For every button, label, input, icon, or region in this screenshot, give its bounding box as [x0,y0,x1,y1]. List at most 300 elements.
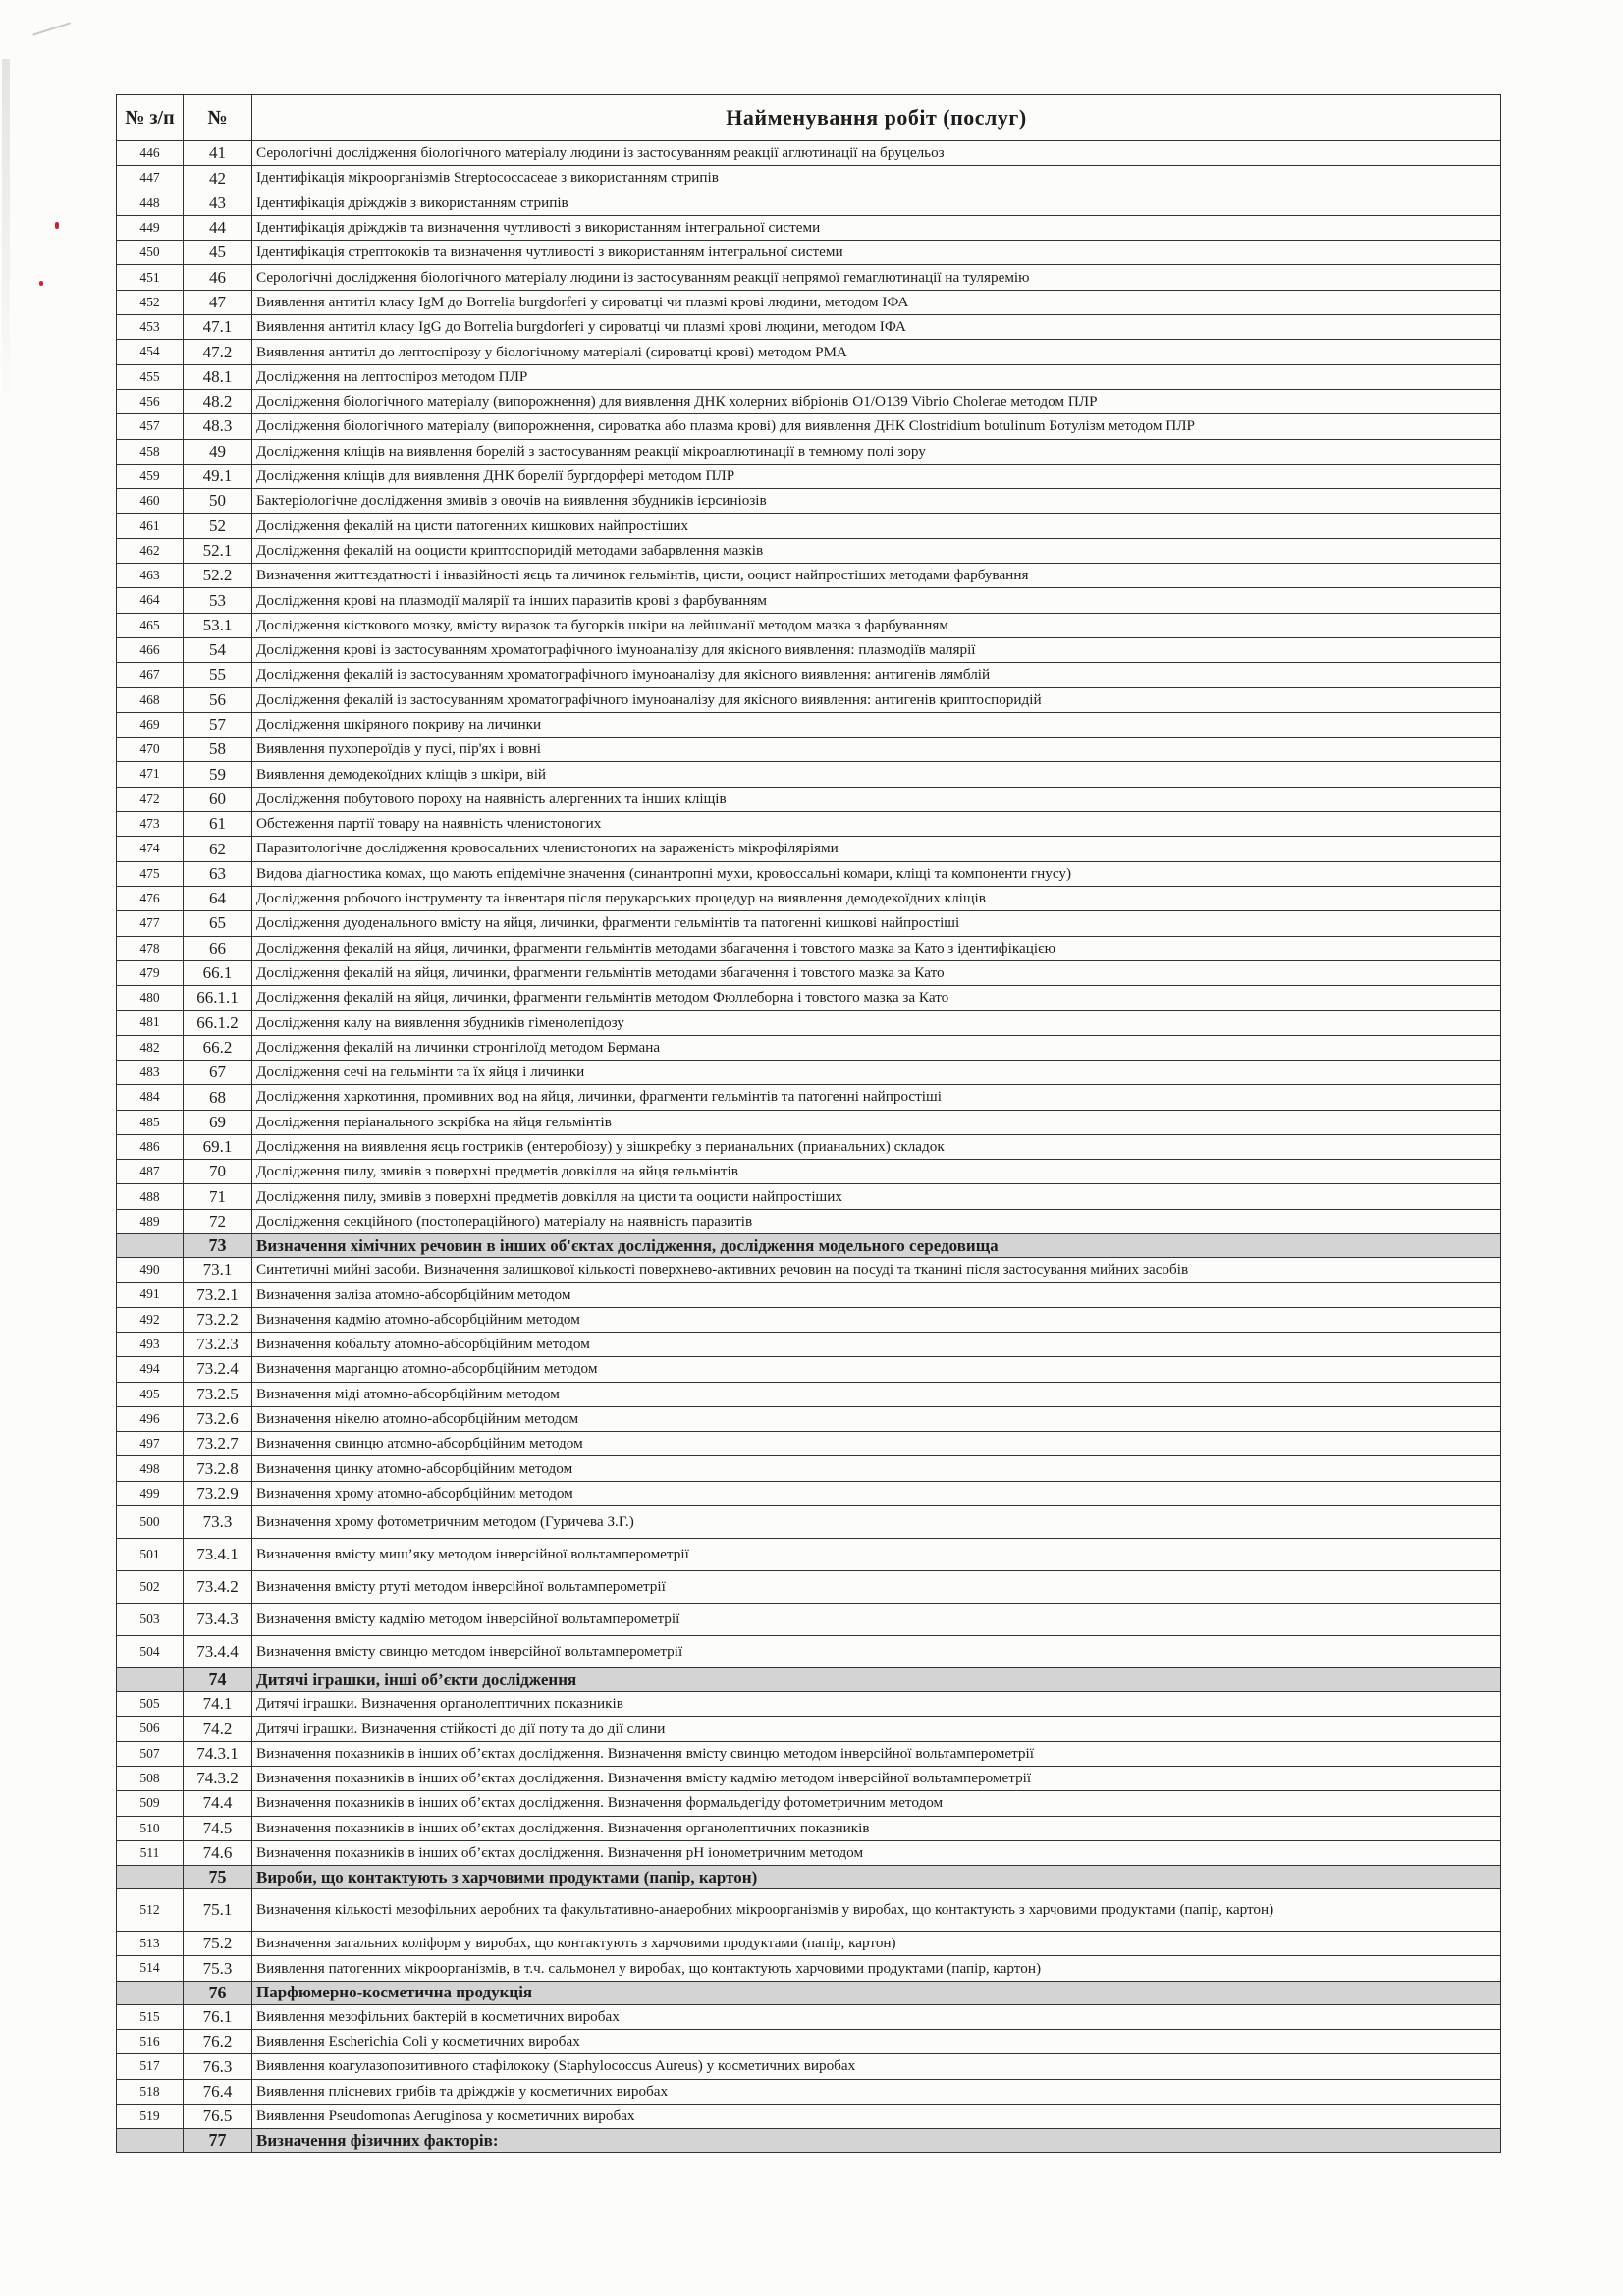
service-name-cell: Визначення вмісту кадмію методом інверсійної вольтамперометрії [252,1604,1501,1636]
scan-mark-top-left [32,22,77,56]
section-header-row [117,1866,1501,1889]
service-name-cell: Дослідження побутового пороху на наявність алергенних та інших кліщів [252,787,1501,811]
row-number-cell: 507 [117,1741,184,1766]
service-name-cell: Дослідження сечі на гельмінти та їх яйця і личинки [252,1060,1501,1084]
code-cell: 53.1 [184,613,252,637]
table-row [117,1604,1501,1636]
table-row [117,1539,1501,1571]
service-name-cell: Ідентифікація стрептококів та визначення чутливості з використанням інтегральної системи [252,241,1501,265]
service-name-cell: Дитячі іграшки. Визначення органолептичних показників [252,1692,1501,1717]
code-cell: 48.1 [184,364,252,389]
table-row [117,663,1501,687]
code-cell: 48.3 [184,414,252,439]
service-name-cell: Ідентифікація мікроорганізмів Streptococcaceae з використанням стрипів [252,166,1501,191]
code-cell: 42 [184,166,252,191]
service-name-cell: Дослідження біологічного матеріалу (випорожнення) для виявлення ДНК холерних вібріонів O1/O139 Vibrio Cholerae методом ПЛР [252,389,1501,413]
service-name-cell: Дослідження крові на плазмодії малярії та інших паразитів крові з фарбуванням [252,588,1501,613]
code-cell: 76.1 [184,2004,252,2029]
section-header-row [117,1981,1501,2004]
row-number-cell: 471 [117,762,184,787]
row-number-cell: 468 [117,687,184,712]
service-name-cell: Обстеження партії товару на наявність членистоногих [252,812,1501,837]
row-number-cell: 478 [117,936,184,960]
table-row [117,613,1501,637]
service-name-cell: Дослідження калу на виявлення збудників гіменолепідозу [252,1011,1501,1035]
code-cell: 63 [184,861,252,886]
row-number-cell: 515 [117,2004,184,2029]
table-row [117,687,1501,712]
service-name-cell: Визначення цинку атомно-абсорбційним методом [252,1456,1501,1481]
service-name-cell: Виявлення антитіл класу IgG до Borrelia burgdorferi у сироватці чи плазмі крові людини, методом ІФА [252,315,1501,340]
code-cell: 73.2.7 [184,1432,252,1456]
scan-mark-left-edge [2,59,10,412]
table-row [117,886,1501,910]
section-header-row [117,1668,1501,1692]
row-number-cell: 484 [117,1085,184,1110]
code-cell: 67 [184,1060,252,1084]
row-number-cell: 460 [117,489,184,514]
table-row [117,1432,1501,1456]
code-cell: 76.3 [184,2054,252,2079]
service-name-cell: Визначення міді атомно-абсорбційним методом [252,1382,1501,1406]
service-name-cell: Визначення хрому фотометричним методом (Гуричева З.Г.) [252,1506,1501,1539]
service-name-cell: Виявлення антитіл класу IgM до Borrelia burgdorferi у сироватці чи плазмі крові людини, методом ІФА [252,290,1501,314]
row-number-cell [117,1234,184,1258]
code-cell: 73.2.8 [184,1456,252,1481]
service-name-cell: Дослідження біологічного матеріалу (випорожнення, сироватка або плазма крові) для виявлення ДНК Clostridium botulinum Ботулізм методом ПЛР [252,414,1501,439]
table-row [117,215,1501,240]
service-name-cell: Визначення показників в інших об’єктах дослідження. Визначення вмісту кадмію методом інверсійної вольтамперометрії [252,1766,1501,1790]
row-number-cell: 463 [117,564,184,588]
code-cell: 47 [184,290,252,314]
service-name-cell: Дослідження шкіряного покриву на личинки [252,712,1501,737]
table-row [117,1717,1501,1741]
row-number-cell: 455 [117,364,184,389]
table-row [117,166,1501,191]
code-cell: 50 [184,489,252,514]
table-row [117,1184,1501,1209]
code-cell: 73.2.3 [184,1332,252,1356]
code-cell: 49 [184,439,252,464]
table-row [117,464,1501,488]
code-cell: 76.5 [184,2104,252,2128]
table-row [117,1085,1501,1110]
row-number-cell: 513 [117,1932,184,1956]
row-number-cell: 501 [117,1539,184,1571]
service-name-cell: Визначення життєздатності і інвазійності яєць та личинок гельмінтів, цисти, ооцист найпростіших методами фарбування [252,564,1501,588]
code-cell: 65 [184,911,252,936]
service-name-cell: Дослідження фекалій на яйця, личинки, фрагменти гельмінтів методами збагачення і товстого мазка за Като [252,960,1501,985]
table-row [117,1357,1501,1382]
service-name-cell: Виявлення Pseudomonas Aeruginosa у косметичних виробах [252,2104,1501,2128]
code-cell: 76.4 [184,2079,252,2104]
table-row [117,1035,1501,1060]
row-number-cell: 482 [117,1035,184,1060]
code-cell: 58 [184,738,252,762]
service-name-cell: Визначення марганцю атомно-абсорбційним методом [252,1357,1501,1382]
table-row [117,1382,1501,1406]
row-number-cell: 485 [117,1110,184,1134]
row-number-cell: 456 [117,389,184,413]
row-number-cell: 490 [117,1258,184,1283]
table-row [117,1571,1501,1604]
service-name-cell: Дослідження харкотиння, промивних вод на яйця, личинки, фрагменти гельмінтів та патогенні найпростіші [252,1085,1501,1110]
table-row [117,191,1501,215]
table-row [117,837,1501,861]
table-row [117,986,1501,1011]
service-name-cell: Визначення свинцю атомно-абсорбційним методом [252,1432,1501,1456]
service-name-cell: Дослідження пилу, змивів з поверхні предметів довкілля на цисти та ооцисти найпростіших [252,1184,1501,1209]
table-row [117,439,1501,464]
service-name-cell: Визначення хімічних речовин в інших об'єктах дослідження, дослідження модельного середовища [252,1234,1501,1258]
code-cell: 73.4.2 [184,1571,252,1604]
code-cell: 73.2.1 [184,1283,252,1307]
service-name-cell: Виявлення Escherichia Coli у косметичних виробах [252,2030,1501,2054]
row-number-cell: 446 [117,141,184,166]
row-number-cell: 512 [117,1889,184,1932]
code-cell: 75 [184,1866,252,1889]
service-name-cell: Дослідження робочого інструменту та інвентаря після перукарських процедур на виявлення демодекоїдних кліщів [252,886,1501,910]
row-number-cell: 491 [117,1283,184,1307]
code-cell: 73.3 [184,1506,252,1539]
row-number-cell: 448 [117,191,184,215]
service-name-cell: Визначення вмісту миш’яку методом інверсійної вольтамперометрії [252,1539,1501,1571]
service-name-cell: Визначення хрому атомно-абсорбційним методом [252,1481,1501,1505]
row-number-cell: 467 [117,663,184,687]
table-row [117,315,1501,340]
table-row [117,538,1501,563]
table-row [117,414,1501,439]
row-number-cell: 502 [117,1571,184,1604]
code-cell: 45 [184,241,252,265]
table-row [117,637,1501,662]
row-number-cell: 516 [117,2030,184,2054]
row-number-cell: 461 [117,514,184,538]
code-cell: 75.3 [184,1956,252,1981]
row-number-cell: 481 [117,1011,184,1035]
table-body [117,141,1501,2153]
row-number-cell: 475 [117,861,184,886]
service-name-cell: Визначення фізичних факторів: [252,2129,1501,2153]
code-cell: 73.2.6 [184,1406,252,1431]
code-cell: 61 [184,812,252,837]
table-row [117,1456,1501,1481]
table-row [117,1840,1501,1865]
service-name-cell: Визначення кадмію атомно-абсорбційним методом [252,1307,1501,1332]
table-row [117,2104,1501,2128]
service-name-cell: Серологічні дослідження біологічного матеріалу людини із застосуванням реакції аглютинації на бруцельоз [252,141,1501,166]
table-row [117,290,1501,314]
row-number-cell: 453 [117,315,184,340]
table-row [117,1636,1501,1668]
code-cell: 76.2 [184,2030,252,2054]
row-number-cell: 495 [117,1382,184,1406]
service-name-cell: Визначення кобальту атомно-абсорбційним методом [252,1332,1501,1356]
code-cell: 74.3.2 [184,1766,252,1790]
row-number-cell: 470 [117,738,184,762]
row-number-cell: 505 [117,1692,184,1717]
service-name-cell: Видова діагностика комах, що мають епідемічне значення (синантропні мухи, кровоссальні комари, кліщі та компоненти гнусу) [252,861,1501,886]
service-name-cell: Ідентифікація дріжджів з використанням стрипів [252,191,1501,215]
table-row [117,241,1501,265]
service-name-cell: Визначення загальних коліформ у виробах, що контактують з харчовими продуктами (папір, картон) [252,1932,1501,1956]
service-name-cell: Дослідження на лептоспіроз методом ПЛР [252,364,1501,389]
code-cell: 75.2 [184,1932,252,1956]
service-name-cell: Дослідження фекалій на яйця, личинки, фрагменти гельмінтів методом Фюллеборна і товстого мазка за Като [252,986,1501,1011]
service-name-cell: Дослідження кліщів для виявлення ДНК борелії бургдорфері методом ПЛР [252,464,1501,488]
code-cell: 74.2 [184,1717,252,1741]
code-cell: 73.2.2 [184,1307,252,1332]
row-number-cell [117,2129,184,2153]
table-row [117,1160,1501,1184]
row-number-cell: 504 [117,1636,184,1668]
code-cell: 62 [184,837,252,861]
table-row [117,564,1501,588]
table-row [117,1932,1501,1956]
service-name-cell: Дослідження пилу, змивів з поверхні предметів довкілля на яйця гельмінтів [252,1160,1501,1184]
table-row [117,1258,1501,1283]
code-cell: 52.2 [184,564,252,588]
table-row [117,2054,1501,2079]
code-cell: 76 [184,1981,252,2004]
row-number-cell: 480 [117,986,184,1011]
code-cell: 47.2 [184,340,252,364]
code-cell: 46 [184,265,252,290]
table-row [117,1060,1501,1084]
code-cell: 53 [184,588,252,613]
table-row [117,712,1501,737]
row-number-cell: 500 [117,1506,184,1539]
service-name-cell: Парфюмерно-косметична продукція [252,1981,1501,2004]
service-name-cell: Виявлення антитіл до лептоспірозу у біологічному матеріалі (сироватці крові) методом РМА [252,340,1501,364]
table-row [117,1011,1501,1035]
table-row [117,1110,1501,1134]
code-cell: 66 [184,936,252,960]
row-number-cell: 464 [117,588,184,613]
table-row [117,2079,1501,2104]
service-name-cell: Визначення показників в інших об’єктах дослідження. Визначення pH іонометричним методом [252,1840,1501,1865]
row-number-cell: 503 [117,1604,184,1636]
table-row [117,141,1501,166]
row-number-cell: 518 [117,2079,184,2104]
row-number-cell: 488 [117,1184,184,1209]
service-name-cell: Вироби, що контактують з харчовими продуктами (папір, картон) [252,1866,1501,1889]
row-number-cell: 472 [117,787,184,811]
service-name-cell: Виявлення мезофільних бактерій в косметичних виробах [252,2004,1501,2029]
code-cell: 52.1 [184,538,252,563]
service-name-cell: Визначення показників в інших об’єктах дослідження. Визначення вмісту свинцю методом інверсійної вольтамперометрії [252,1741,1501,1766]
service-name-cell: Бактеріологічне дослідження змивів з овочів на виявлення збудників ієрсиніозів [252,489,1501,514]
row-number-cell: 476 [117,886,184,910]
row-number-cell: 496 [117,1406,184,1431]
service-name-cell: Визначення вмісту свинцю методом інверсійної вольтамперометрії [252,1636,1501,1668]
row-number-cell: 486 [117,1134,184,1159]
table-row [117,936,1501,960]
table-row [117,960,1501,985]
row-number-cell: 469 [117,712,184,737]
table-row [117,1406,1501,1431]
table-row [117,812,1501,837]
code-cell: 72 [184,1209,252,1233]
service-name-cell: Визначення нікелю атомно-абсорбційним методом [252,1406,1501,1431]
table-row [117,340,1501,364]
row-number-cell: 511 [117,1840,184,1865]
code-cell: 66.1 [184,960,252,985]
code-cell: 70 [184,1160,252,1184]
table-row [117,364,1501,389]
table-row [117,1956,1501,1981]
code-cell: 74 [184,1668,252,1692]
code-cell: 74.5 [184,1816,252,1840]
service-name-cell: Дослідження крові із застосуванням хроматографічного імуноаналізу для якісного виявлення: плазмодіїв малярії [252,637,1501,662]
row-number-cell: 508 [117,1766,184,1790]
service-name-cell: Виявлення плісневих грибів та дріжджів у косметичних виробах [252,2079,1501,2104]
table-row [117,1332,1501,1356]
row-number-cell: 477 [117,911,184,936]
row-number-cell: 452 [117,290,184,314]
code-cell: 66.1.2 [184,1011,252,1035]
service-name-cell: Визначення показників в інших об’єктах дослідження. Визначення формальдегіду фотометричним методом [252,1791,1501,1816]
table-row [117,265,1501,290]
row-number-cell: 517 [117,2054,184,2079]
table-row [117,588,1501,613]
code-cell: 59 [184,762,252,787]
table-row [117,861,1501,886]
header-service-name: Найменування робіт (послуг) [252,95,1501,141]
row-number-cell: 474 [117,837,184,861]
table-row [117,787,1501,811]
service-name-cell: Визначення вмісту ртуті методом інверсійної вольтамперометрії [252,1571,1501,1604]
code-cell: 73.2.4 [184,1357,252,1382]
table-row [117,738,1501,762]
table-row [117,762,1501,787]
service-name-cell: Дослідження фекалій із застосуванням хроматографічного імуноаналізу для якісного виявлення: антигенів криптоспоридій [252,687,1501,712]
service-name-cell: Дослідження періанального зскрібка на яйця гельмінтів [252,1110,1501,1134]
code-cell: 56 [184,687,252,712]
code-cell: 43 [184,191,252,215]
service-name-cell: Дослідження фекалій на личинки стронгілоїд методом Бермана [252,1035,1501,1060]
table-row [117,1692,1501,1717]
row-number-cell: 454 [117,340,184,364]
service-name-cell: Дослідження фекалій на цисти патогенних кишкових найпростіших [252,514,1501,538]
row-number-cell: 457 [117,414,184,439]
code-cell: 71 [184,1184,252,1209]
service-name-cell: Синтетичні мийні засоби. Визначення залишкової кількості поверхнево-активних речовин на посуді та тканині після застосування мийних засобів [252,1258,1501,1283]
table-row [117,2004,1501,2029]
code-cell: 73.2.5 [184,1382,252,1406]
row-number-cell: 493 [117,1332,184,1356]
code-cell: 73.1 [184,1258,252,1283]
table-row [117,1816,1501,1840]
services-table [116,94,1501,2153]
row-number-cell: 498 [117,1456,184,1481]
code-cell: 49.1 [184,464,252,488]
service-name-cell: Виявлення патогенних мікроорганізмів, в т.ч. сальмонел у виробах, що контактують харчовими продуктами (папір, картон) [252,1956,1501,1981]
code-cell: 73.4.1 [184,1539,252,1571]
row-number-cell: 466 [117,637,184,662]
service-name-cell: Дослідження секційного (постопераційного) матеріалу на наявність паразитів [252,1209,1501,1233]
service-name-cell: Паразитологічне дослідження кровосальних членистоногих на зараженість мікрофіляріями [252,837,1501,861]
table-row [117,1741,1501,1766]
code-cell: 73 [184,1234,252,1258]
row-number-cell: 499 [117,1481,184,1505]
code-cell: 74.6 [184,1840,252,1865]
code-cell: 41 [184,141,252,166]
service-name-cell: Дослідження фекалій на яйця, личинки, фрагменти гельмінтів методами збагачення і товстого мазка за Като з ідентифікацією [252,936,1501,960]
service-name-cell: Дослідження кісткового мозку, вмісту виразок та бугорків шкіри на лейшманії методом мазка з фарбуванням [252,613,1501,637]
table-header-row [117,95,1501,141]
table-row [117,2030,1501,2054]
service-name-cell: Дослідження на виявлення яєць гостриків (ентеробіозу) у зішкребку з перианальних (прианальних) складок [252,1134,1501,1159]
row-number-cell: 479 [117,960,184,985]
row-number-cell: 451 [117,265,184,290]
code-cell: 60 [184,787,252,811]
code-cell: 44 [184,215,252,240]
service-name-cell: Дослідження дуоденального вмісту на яйця, личинки, фрагменти гельмінтів та патогенні кишкові найпростіші [252,911,1501,936]
code-cell: 77 [184,2129,252,2153]
table-row [117,911,1501,936]
row-number-cell: 459 [117,464,184,488]
header-code: № [184,95,252,141]
section-header-row [117,1234,1501,1258]
section-header-row [117,2129,1501,2153]
scan-dot-red-1 [55,222,59,229]
row-number-cell [117,1866,184,1889]
table-row [117,1791,1501,1816]
row-number-cell: 458 [117,439,184,464]
row-number-cell [117,1981,184,2004]
code-cell: 64 [184,886,252,910]
code-cell: 68 [184,1085,252,1110]
code-cell: 47.1 [184,315,252,340]
table-row [117,389,1501,413]
table-row [117,1209,1501,1233]
header-row-number: № з/п [117,95,184,141]
code-cell: 48.2 [184,389,252,413]
row-number-cell: 497 [117,1432,184,1456]
service-name-cell: Дитячі іграшки. Визначення стійкості до дії поту та до дії слини [252,1717,1501,1741]
row-number-cell: 483 [117,1060,184,1084]
code-cell: 69.1 [184,1134,252,1159]
row-number-cell: 519 [117,2104,184,2128]
table-row [117,489,1501,514]
table-row [117,1134,1501,1159]
code-cell: 73.4.4 [184,1636,252,1668]
code-cell: 69 [184,1110,252,1134]
service-name-cell: Дослідження фекалій із застосуванням хроматографічного імуноаналізу для якісного виявлення: антигенів лямблій [252,663,1501,687]
service-name-cell: Визначення кількості мезофільних аеробних та факультативно-анаеробних мікроорганізмів у виробах, що контактують з харчовими продуктами (папір, картон) [252,1889,1501,1932]
row-number-cell [117,1668,184,1692]
code-cell: 52 [184,514,252,538]
service-name-cell: Виявлення коагулазопозитивного стафілококу (Staphylococcus Aureus) у косметичних виробах [252,2054,1501,2079]
row-number-cell: 514 [117,1956,184,1981]
row-number-cell: 509 [117,1791,184,1816]
service-name-cell: Виявлення пухопероїдів у пусі, пір'ях і вовні [252,738,1501,762]
row-number-cell: 506 [117,1717,184,1741]
table-row [117,1889,1501,1932]
service-name-cell: Дослідження кліщів на виявлення борелій з застосуванням реакції мікроаглютинації в темному полі зору [252,439,1501,464]
service-name-cell: Дитячі іграшки, інші об’єкти дослідження [252,1668,1501,1692]
row-number-cell: 489 [117,1209,184,1233]
code-cell: 54 [184,637,252,662]
service-name-cell: Дослідження фекалій на ооцисти криптоспоридій методами забарвлення мазків [252,538,1501,563]
row-number-cell: 492 [117,1307,184,1332]
row-number-cell: 447 [117,166,184,191]
table-row [117,1307,1501,1332]
row-number-cell: 487 [117,1160,184,1184]
table-row [117,1283,1501,1307]
table-row [117,514,1501,538]
